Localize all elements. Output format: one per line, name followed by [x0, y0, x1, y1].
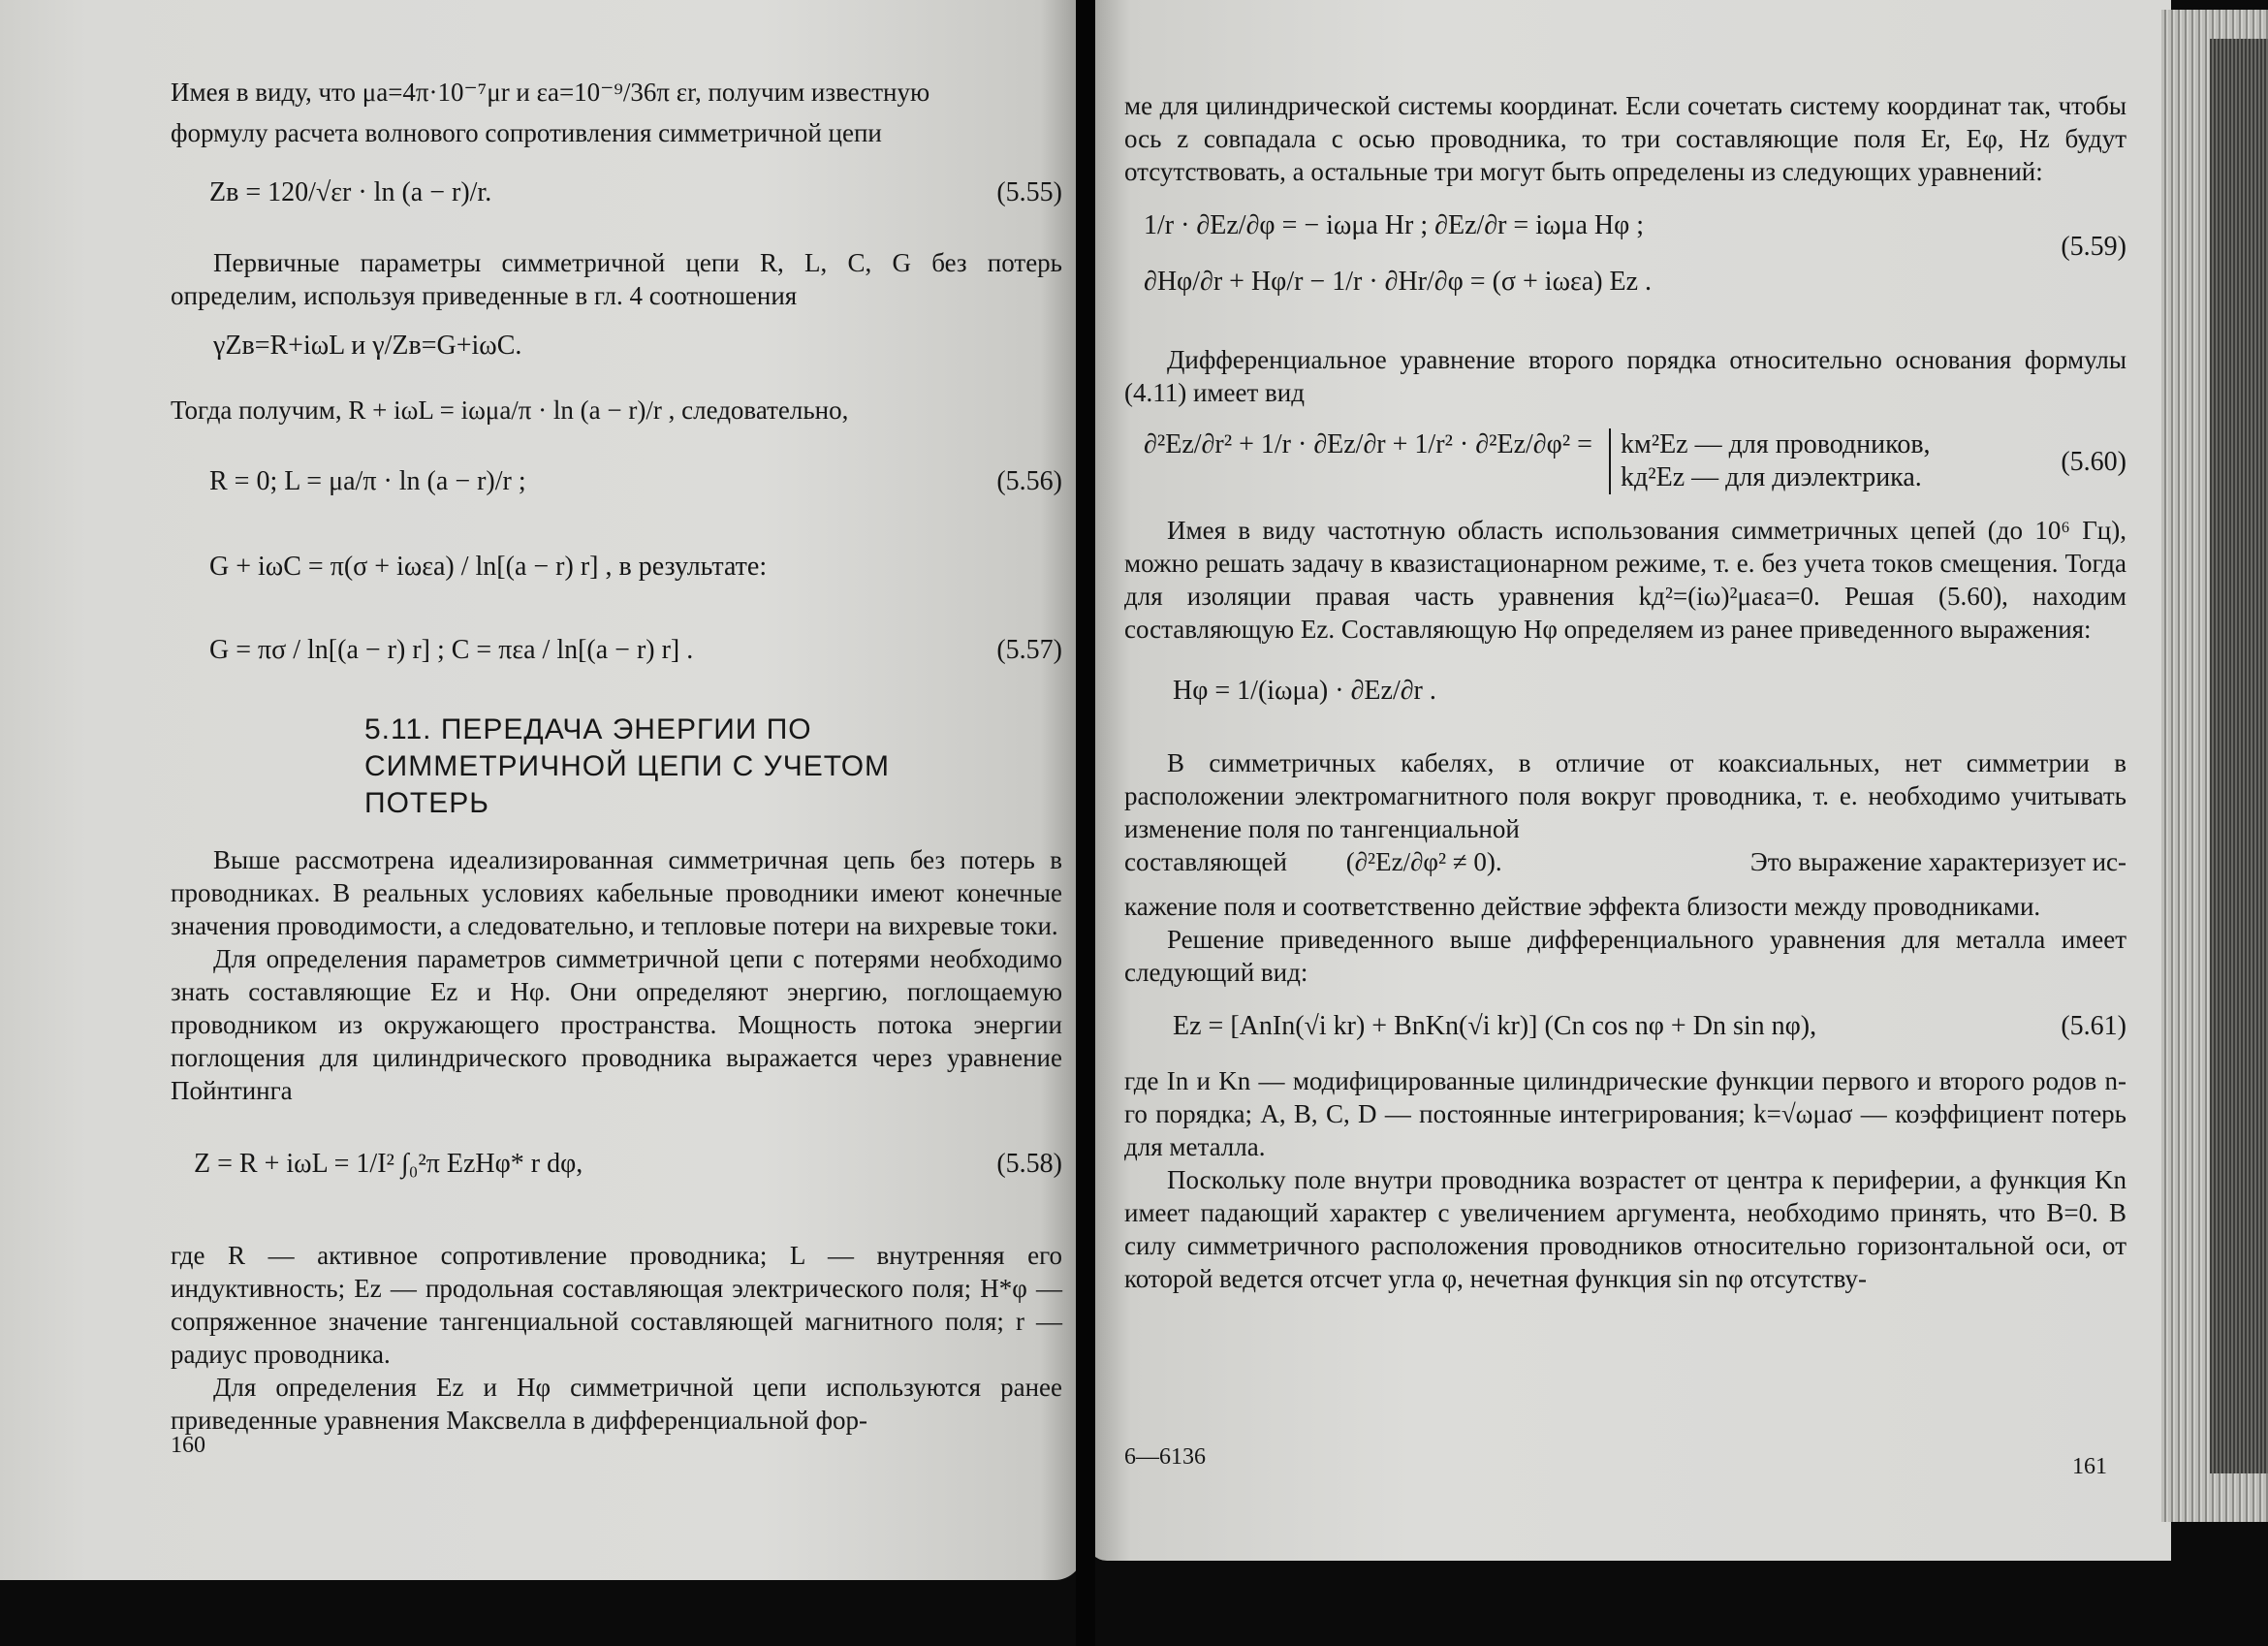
- equation-5-56-number: (5.56): [996, 466, 1062, 496]
- equation-5-57-body: G = πσ / ln[(a − r) r] ; C = πεa / ln[(a − r) r] .: [209, 635, 694, 665]
- equation-5-59-a-body: 1/r · ∂Ez/∂φ = − iωμa Hr ; ∂Ez/∂r = iωμa Hφ ;: [1144, 210, 1645, 240]
- equation-5-55-body: Zв = 120/√εr · ln (a − r)/r.: [209, 177, 492, 207]
- paragraph-frequency: Имея в виду частотную область использования симметричных цепей (до 10⁶ Гц), можно решать задачу в квазистационарном режиме, т. е. без учета токов смещения. Тогда для изоляции правая часть уравнения kд²=(iω)²μaεa=0. Решая (5.60), находим составляющую Ez. Составляющую Hφ определяем из ранее приведенного выражения:: [1124, 516, 2126, 644]
- equation-5-58: [171, 1148, 1062, 1210]
- paragraph-cables-end: кажение поля и соответственно действие эффекта близости между проводниками.: [1124, 892, 2041, 921]
- equation-5-61-number: (5.61): [2061, 1011, 2126, 1041]
- section-heading: [364, 712, 1062, 822]
- paragraph-cables-formula-line: [1124, 845, 2126, 890]
- equation-5-59-line-a: [1124, 209, 2126, 254]
- left-page: [0, 0, 1084, 1580]
- signature-mark: 6—6136: [1124, 1444, 1206, 1470]
- equation-5-55-number: (5.55): [996, 177, 1062, 207]
- equation-5-60: [1124, 428, 2126, 496]
- equation-5-61: [1124, 1010, 2126, 1055]
- equation-5-56: [171, 465, 1062, 510]
- equation-5-60-lhs: ∂²Ez/∂r² + 1/r · ∂Ez/∂r + 1/r² · ∂²Ez/∂φ² =: [1144, 429, 1592, 459]
- paragraph-maxwell: Для определения Ez и Hφ симметричной цепи используются ранее приведенные уравнения Максвелла в дифференциальной фор-: [171, 1373, 1062, 1435]
- paragraph-continuation: ме для цилиндрической системы координат. Если сочетать систему координат так, чтобы ось z совпадала с осью проводника, то три составляющие поля Er, Eφ, Hz будут отсутствовать, а остальные три могут быть определены из следующих уравнений:: [1124, 91, 2126, 186]
- section-title-line-1: 5.11. ПЕРЕДАЧА ЭНЕРГИИ ПО: [364, 713, 812, 745]
- cables-line-formula: (∂²Ez/∂φ² ≠ 0).: [1345, 847, 1502, 876]
- right-page: [1087, 0, 2171, 1561]
- section-title-line-3: ПОТЕРЬ: [364, 787, 489, 819]
- equation-5-60-case-conductors: kм²Ez — для проводников,: [1620, 429, 1931, 459]
- equation-5-56-body: R = 0; L = μa/π · ln (a − r)/r ;: [209, 466, 526, 496]
- equation-5-58-number: (5.58): [996, 1149, 1062, 1179]
- equation-gamma-body: γZв=R+iωL и γ/Zв=G+iωC.: [213, 331, 522, 361]
- paragraph-where-functions: где In и Kn — модифицированные цилиндрические функции первого и второго родов n-го порядка; A, B, C, D — постоянные интегрирования; k=√ωμaσ — коэффициент потерь для металла.: [1124, 1066, 2126, 1161]
- equation-g-line-body: G + iωC = π(σ + iωεa) / ln[(a − r) r] , в результате:: [209, 552, 768, 582]
- equation-5-61-body: Ez = [AnIn(√i kr) + BnKn(√i kr)] (Cn cos nφ + Dn sin nφ),: [1173, 1011, 1817, 1041]
- section-title-line-2: СИММЕТРИЧНОЙ ЦЕПИ С УЧЕТОМ: [364, 750, 891, 782]
- left-text-column: [171, 62, 1062, 1437]
- equation-gamma: [171, 330, 1062, 374]
- cables-line-end: Это выражение характеризует ис-: [1749, 847, 2126, 876]
- equation-5-55: [171, 176, 1062, 221]
- paragraph-determine: Для определения параметров симметричной цепи с потерями необходимо знать составляющие Ez и Hφ. Они определяют энергию, поглощаемую проводником из окружающего пространства. Мощность потока энергии поглощения для цилиндрического проводника выражается через уравнение Пойнтинга: [171, 944, 1062, 1105]
- page-edges-shadow: [2210, 39, 2268, 1473]
- paragraph-primary-params: Первичные параметры симметричной цепи R, L, C, G без потерь определим, используя приведенные в гл. 4 соотношения: [171, 248, 1062, 310]
- paragraph-idealized: Выше рассмотрена идеализированная симметричная цепь без потерь в проводниках. В реальных условиях кабельные проводники имеют конечные значения проводимости, а следовательно, и тепловые потери на вихревые токи.: [171, 845, 1062, 940]
- right-page-number: 161: [2072, 1454, 2107, 1479]
- right-text-column: [1124, 89, 2126, 1295]
- equation-5-57: [171, 634, 1062, 679]
- equation-5-59-line-b: [1124, 232, 2126, 310]
- then-text: Тогда получим, R + iωL = iωμa/π · ln (a − r)/r , следовательно,: [171, 396, 849, 425]
- book-gutter: [1076, 0, 1095, 1646]
- cables-line-start: составляющей: [1124, 847, 1287, 876]
- left-page-number: 160: [171, 1433, 205, 1458]
- equation-5-58-body: Z = R + iωL = 1/I² ∫₀²π EzHφ* r dφ,: [194, 1149, 583, 1179]
- paragraph-where: где R — активное сопротивление проводника; L — внутренняя его индуктивность; Ez — продольная составляющая электрического поля; H*φ — сопряженное значение тангенциальной составляющей магнитного поля; r — радиус проводника.: [171, 1241, 1062, 1369]
- equation-h-phi-body: Hφ = 1/(iωμa) · ∂Ez/∂r .: [1173, 676, 1436, 706]
- paragraph-solution: Решение приведенного выше дифференциального уравнения для металла имеет следующий вид:: [1124, 925, 2126, 987]
- paragraph-cables: В симметричных кабелях, в отличие от коаксиальных, нет симметрии в расположении электромагнитного поля вокруг проводника, т. е. необходимо учитывать изменение поля по тангенциальной: [1124, 748, 2126, 843]
- paragraph-second-order: Дифференциальное уравнение второго порядка относительно основания формулы (4.11) имеет вид: [1124, 345, 2126, 407]
- intro-line-2: формулу расчета волнового сопротивления симметричной цепи: [171, 118, 882, 147]
- equation-5-59-number: (5.59): [2061, 232, 2126, 262]
- equation-h-phi: [1124, 675, 2126, 719]
- paragraph-field-growth: Поскольку поле внутри проводника возрастет от центра к периферии, а функция Kn имеет падающий характер с увеличением аргумента, необходимо принять, что B=0. В силу симметричного расположения проводников относительно горизонтальной оси, от которой ведется отсчет угла φ, нечетная функция sin nφ отсутству-: [1124, 1165, 2126, 1293]
- equation-g-line: [171, 551, 1062, 595]
- equation-5-59-b-body: ∂Hφ/∂r + Hφ/r − 1/r · ∂Hr/∂φ = (σ + iωεa) Ez .: [1144, 267, 1653, 297]
- equation-5-60-number: (5.60): [2061, 447, 2126, 477]
- equation-5-57-number: (5.57): [996, 635, 1062, 665]
- equation-5-60-cases: [1609, 428, 1931, 494]
- equation-5-60-case-dielectric: kд²Ez — для диэлектрика.: [1620, 462, 1922, 492]
- intro-line-1: Имея в виду, что μa=4π·10⁻⁷μr и εa=10⁻⁹/36π εr, получим известную: [171, 78, 930, 107]
